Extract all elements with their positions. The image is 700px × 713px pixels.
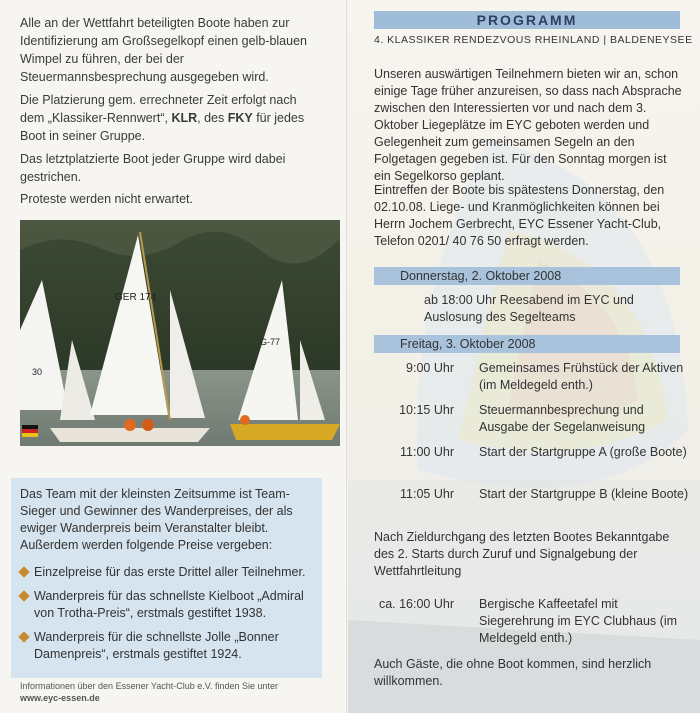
protests-paragraph: Proteste werden nicht erwartet.: [20, 192, 193, 206]
sail-number-left: 30: [32, 367, 43, 377]
sail-number-center: GER 174: [115, 292, 157, 303]
footer-text: Informationen über den Essener Yacht-Club e.V. finden Sie unter: [20, 681, 278, 691]
team-prize-text: Das Team mit der kleinsten Zeitsumme ist Team-Sieger und Gewinner des Wanderpreises, der als ewiger Wanderpreis beim Veranstalter bleibt. Außerdem werden folgende Preise vergeben:: [20, 487, 293, 552]
club-info-footer: [20, 680, 320, 704]
last-place-paragraph: Das letztplatzierte Boot jeder Gruppe wird dabei gestrichen.: [20, 152, 286, 184]
klr-term: KLR: [171, 111, 198, 125]
schedule-event: Start der Startgruppe A (große Boote): [479, 445, 687, 459]
schedule-time: 9:00 Uhr: [406, 361, 454, 375]
placement-text-3: für jedes Boot in seiner Gruppe.: [20, 111, 305, 143]
intro-paragraph: Alle an der Wettfahrt beteiligten Boote haben zur Identifizierung am Großsegelkopf einen gelb-blauen Wimpel zu führen, der bei der Steuermannsbesprechung ausgegeben wird.: [20, 16, 307, 84]
schedule-time: 10:15 Uhr: [399, 403, 454, 417]
day-header-thursday: [374, 267, 680, 285]
day-header-friday: [374, 335, 680, 353]
sailboats-illustration: [20, 220, 340, 446]
thursday-event: ab 18:00 Uhr Reesabend im EYC und Auslosung des Segelteams: [424, 293, 634, 324]
left-page: [0, 0, 348, 713]
schedule-event: Steuermannbesprechung und Ausgabe der Segelanweisung: [479, 403, 646, 434]
diamond-bullet-icon: [18, 631, 29, 642]
placement-paragraph: [20, 91, 320, 145]
prize-item: [20, 564, 320, 581]
sail-number-right: G-77: [260, 337, 281, 347]
arrival-paragraph: Unseren auswärtigen Teilnehmern bieten wir an, schon einige Tage früher anzureisen, so dass nach Absprache zwischen den Interessierten vor und nach dem 3. Oktober Liegeplätze im EYC geboten werden und Gelegenheit zum gemeinsamen Segeln an den Folgetagen gegeben ist. Für den Sonntag morgen ist ein Segelkorso geplant.: [374, 67, 682, 183]
program-header: [374, 11, 680, 29]
fky-term: FKY: [227, 111, 253, 125]
prize-item-text: Einzelpreise für das erste Drittel aller Teilnehmer.: [34, 565, 306, 579]
event-subtitle: 4. KLASSIKER RENDEZVOUS RHEINLAND | BALDENEYSEE: [374, 34, 693, 46]
schedule-event: Start der Startgruppe B (kleine Boote): [479, 487, 689, 501]
schedule-time: ca. 16:00 Uhr: [378, 597, 454, 611]
placement-text-1: Die Platzierung gem. errechneter Zeit erfolgt nach dem „Klassiker-Rennwert“,: [20, 93, 297, 125]
right-page: [348, 0, 700, 713]
regatta-photo: [20, 220, 340, 446]
diamond-bullet-icon: [18, 590, 29, 601]
schedule-time: 11:00 Uhr: [400, 445, 454, 459]
schedule-time: 11:05 Uhr: [400, 487, 454, 501]
day-label: Donnerstag, 2. Oktober 2008: [400, 269, 562, 283]
registration-paragraph: Eintreffen der Boote bis spätestens Donnerstag, den 02.10.08. Liege- und Kranmöglichkeiten können bei Herrn Jochem Gerbrecht, EYC Essener Yacht-Club, Telefon 0201/ 40 76 50 erfragt werden.: [374, 183, 665, 248]
diamond-bullet-icon: [18, 566, 29, 577]
prizes-box: [11, 478, 322, 678]
prize-item: [20, 588, 320, 622]
prize-item: [20, 629, 320, 663]
results-paragraph: Nach Zieldurchgang des letzten Bootes Bekanntgabe des 2. Starts durch Zuruf und Signalgebung der Wettfahrtleitung: [374, 530, 670, 578]
schedule-event: Bergische Kaffeetafel mit Siegerehrung im EYC Clubhaus (im Meldegeld enth.): [479, 597, 678, 645]
closing-paragraph: Auch Gäste, die ohne Boot kommen, sind herzlich willkommen.: [374, 657, 652, 688]
club-website-link[interactable]: www.eyc-essen.de: [20, 693, 100, 703]
placement-text-2: , des: [197, 111, 228, 125]
prize-item-text: Wanderpreis für die schnellste Jolle „Bonner Damenpreis“, erstmals gestiftet 1924.: [34, 630, 279, 661]
day-label: Freitag, 3. Oktober 2008: [400, 337, 536, 351]
prize-item-text: Wanderpreis für das schnellste Kielboot „Admiral von Trotha-Preis“, erstmals gestiftet 1938.: [34, 589, 304, 620]
schedule-event: Gemeinsames Frühstück der Aktiven (im Meldegeld enth.): [479, 361, 684, 392]
page-title: PROGRAMM: [476, 12, 578, 28]
